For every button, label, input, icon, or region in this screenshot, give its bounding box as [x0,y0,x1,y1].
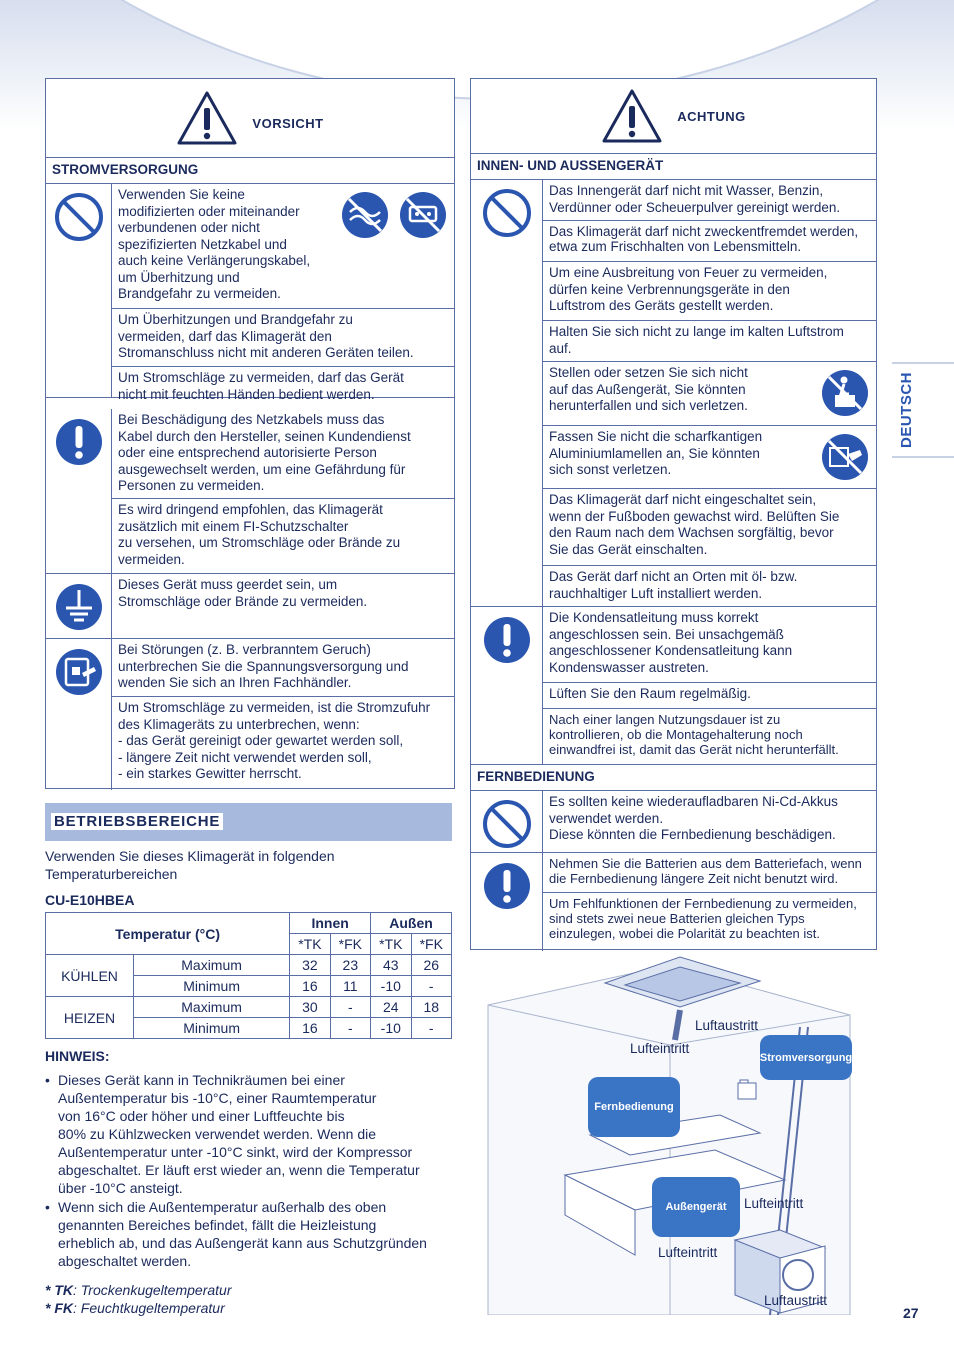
head-temperatur: Temperatur (°C) [46,913,290,955]
stromversorgung-label: Stromversorgung [760,1035,852,1080]
legend-fk [45,1299,231,1317]
table-row-label: Minimum [134,976,290,997]
temperature-table [45,912,452,1039]
outdoor-icons [820,368,870,418]
fernbedienung-title: FERNBEDIENUNG [471,765,876,791]
earth-icon-cell [46,574,112,638]
abbreviation-legend [45,1281,231,1317]
prohibit-icon-cell [471,180,543,606]
language-tab-label: DEUTSCH [898,371,915,448]
list-item: • Dieses Gerät kann in Technikräumen bei einer Außentemperatur bis -10°C, einer Raumtemperatur von 16°C oder höher und einer Luftfeuchte bis 80% zu Kühlzwecken verwendet werden. Wenn die Außentemperatur unter -10°C sinkt, wird der Kompressor abgeschaltet. Er läuft erst wieder an, wenn die Temperatur über -10°C ansteigt. [45,1071,455,1197]
innen-row-9: Die Kondensatleitung muss korrekt angeschlossen sein. Bei unsachgemäß angeschlossener Kondensatleitung kann Kondenswasser austreten. [543,607,876,683]
table-row-label: Minimum [134,1018,290,1039]
luftaustritt-top-label: Luftaustritt [695,1018,759,1033]
lufteintritt-bottom-label: Lufteintritt [658,1245,718,1260]
stromversorgung-row-4: Bei Beschädigung des Netzkabels muss das Kabel durch den Hersteller, seinen Kundendienst oder eine entsprechend autorisierte Person ausgewechselt werden, um eine Gefährdung für Personen zu vermeiden. [112,409,454,499]
table-cell: 32 [290,955,330,976]
innen-row-5: Stellen oder setzen Sie sich nicht auf das Außengerät, Sie könnten herunterfallen und sich verletzen. [543,362,876,426]
table-cell: -10 [371,1018,411,1039]
table-cell: 30 [290,997,330,1018]
table-cell: 23 [330,955,370,976]
betrieb-intro: Verwenden Sie dieses Klimagerät in folgenden Temperaturbereichen [45,848,335,882]
fernbedienung-row-1: Es sollten keine wiederaufladbaren Ni-Cd-Akkus verwendet werden. Diese könnten die Fernbedienung beschädigen. [549,794,838,842]
innen-row-1: Das Innengerät darf nicht mit Wasser, Benzin, Verdünner oder Scheuerpulver gereinigt werden. [543,180,876,221]
warning-triangle-icon [601,88,663,144]
legend-fk-key: * FK [45,1300,73,1316]
mandatory-group-right [471,607,876,765]
head-aussen: Außen [371,913,452,934]
remote-prohibit-group [471,791,876,853]
achtung-label: ACHTUNG [677,108,746,124]
table-cell: 26 [411,955,452,976]
stromversorgung-row-1: Verwenden Sie keine modifizierten oder miteinander verbundenen oder nicht spezifizierten Netzkabel und auch keine Verlängerungskabel, um Überhitzung und Brandgefahr zu vermeiden. [112,184,454,309]
mandatory-icon-cell [471,607,543,764]
remote-mandatory-group [471,853,876,951]
warning-triangle-icon [176,90,238,146]
sub-fk-aussen: *FK [411,934,452,955]
model-name: CU-E10HBEA [45,892,135,908]
prohibit-group [46,184,454,402]
innen-row-6: Fassen Sie nicht die scharfkantigen Aluminiumlamellen an, Sie könnten sich sonst verletzen. [543,426,876,489]
no-sitting-icon [820,368,870,418]
prohibit-group-right [471,180,876,607]
table-cell: - [411,976,452,997]
legend-fk-text: : Feuchtkugeltemperatur [73,1300,225,1316]
mandatory-icon-cell [471,853,543,951]
hinweis-title: HINWEIS: [45,1048,110,1064]
sub-fk-innen: *FK [330,934,370,955]
innen-row-11: Nach einer langen Nutzungsdauer ist zu kontrollieren, ob die Montagehalterung noch einwandfrei ist, damit das Gerät nicht herunterfällt. [549,712,839,757]
prohibit-icon-cell [471,791,543,852]
fernbedienung-label: Fernbedienung [588,1077,680,1137]
earth-ground-icon [54,582,104,632]
prohibition-icon [482,188,532,238]
unplug-hand-icon [54,647,104,697]
cable-icons [340,190,448,240]
vorsicht-header [46,79,454,158]
stromversorgung-row-6: Dieses Gerät muss geerdet sein, um Stromschläge oder Brände zu vermeiden. [118,577,368,609]
prohibition-icon [482,799,532,849]
installation-illustration [470,955,880,1315]
mode-kuehlen: KÜHLEN [46,955,134,997]
legend-tk-text: : Trockenkugeltemperatur [73,1282,232,1298]
list-item: • Wenn sich die Außentemperatur außerhalb des oben genannten Bereiches befindet, fällt die Heizleistung erheblich ab, und das Außengerät kann aus Schutzgründen abgeschaltet werden. [45,1198,455,1270]
innen-row-7: Das Klimagerät darf nicht eingeschaltet sein, wenn der Fußboden gewachst wird. Belüften Sie den Raum nach dem Wachsen sorgfältig, bevor Sie das Gerät einschalten. [543,489,876,566]
table-cell: - [330,997,370,1018]
exclamation-icon [482,615,532,665]
table-cell: - [411,1018,452,1039]
hinweis-block [45,1047,455,1271]
innen-row-2: Das Klimagerät darf nicht zweckentfremdet werden, etwa zum Frischhalten von Lebensmitteln. [543,221,876,262]
fins-icons [820,432,870,482]
table-cell: 43 [371,955,411,976]
table-row-label: Maximum [134,955,290,976]
prohibit-icon-cell [46,184,112,397]
unplug-group [46,639,454,790]
mandatory-group [46,409,454,574]
table-row-label: Maximum [134,997,290,1018]
achtung-header [471,79,876,154]
fernbedienung-row-3: Um Fehlfunktionen der Fernbedienung zu vermeiden, sind stets zwei neue Batterien gleichen Typs einzulegen, wobei die Polarität zu beachten ist. [549,896,857,941]
table-cell: 24 [371,997,411,1018]
stromversorgung-row-2: Um Überhitzungen und Brandgefahr zu vermeiden, darf das Klimagerät den Stromanschluss nicht mit anderen Geräten teilen. [112,309,454,367]
luftaustritt-bottom-label: Luftaustritt [764,1293,828,1308]
table-cell: 16 [290,976,330,997]
head-innen: Innen [290,913,371,934]
no-extension-cable-icon [398,190,448,240]
stromversorgung-row-5: Es wird dringend empfohlen, das Klimagerät zusätzlich mit einem FI-Schutzschalter zu versehen, um Stromschläge oder Brände zu vermeiden. [118,502,401,567]
exclamation-icon [54,417,104,467]
fernbedienung-row-2: Nehmen Sie die Batterien aus dem Batteriefach, wenn die Fernbedienung längere Zeit nicht benutzt wird. [543,853,876,893]
mode-heizen: HEIZEN [46,997,134,1039]
table-cell: 18 [411,997,452,1018]
betriebsbereiche-title: BETRIEBSBEREICHE [51,813,223,830]
lufteintritt-right-label: Lufteintritt [744,1196,804,1211]
table-cell: 11 [330,976,370,997]
earth-group [46,574,454,639]
lufteintritt-top-label: Lufteintritt [630,1041,690,1056]
table-cell: 16 [290,1018,330,1039]
table-cell: -10 [371,976,411,997]
innen-aussen-title: INNEN- UND AUSSENGERÄT [471,154,876,180]
innen-row-3: Um eine Ausbreitung von Feuer zu vermeiden, dürfen keine Verbrennungsgeräte in den Luftstrom des Geräts gestellt werden. [543,262,876,321]
innen-row-10: Lüften Sie den Raum regelmäßig. [543,683,876,709]
hinweis-list [45,1071,455,1270]
stromversorgung-row-3: Um Stromschläge zu vermeiden, darf das Gerät nicht mit feuchten Händen bedient werden. [118,370,404,402]
legend-tk [45,1281,231,1299]
stromversorgung-row-8: Um Stromschläge zu vermeiden, ist die Stromzufuhr des Klimageräts zu unterbrechen, wenn: - das Gerät gereinigt oder gewartet werden soll, - längere Zeit nicht verwendet werden soll, - ein starkes Gewitter herrscht. [118,700,431,781]
stromversorgung-row-7: Bei Störungen (z. B. verbranntem Geruch) unterbrechen Sie die Spannungsversorgung und wenden Sie sich an Ihren Fachhändler. [112,639,454,697]
vorsicht-label: VORSICHT [252,115,324,131]
achtung-panel [470,78,877,950]
stromversorgung-title: STROMVERSORGUNG [46,158,454,184]
no-cable-bundle-icon [340,190,390,240]
no-touch-fins-icon [820,432,870,482]
innen-row-4: Halten Sie sich nicht zu lange im kalten Luftstrom auf. [543,321,876,362]
sub-tk-innen: *TK [290,934,330,955]
legend-tk-key: * TK [45,1282,73,1298]
table-cell: - [330,1018,370,1039]
page-number: 27 [903,1305,919,1321]
aussengeraet-label: Außengerät [652,1177,740,1237]
innen-row-8: Das Gerät darf nicht an Orten mit öl- bzw. rauchhaltiger Luft installiert werden. [549,569,798,601]
unplug-icon-cell [46,639,112,790]
prohibition-icon [54,192,104,242]
vorsicht-panel [45,78,455,789]
sub-tk-aussen: *TK [371,934,411,955]
betriebsbereiche-band [45,803,452,841]
language-tab [892,362,954,458]
mandatory-icon-cell [46,409,112,573]
exclamation-icon [482,861,532,911]
